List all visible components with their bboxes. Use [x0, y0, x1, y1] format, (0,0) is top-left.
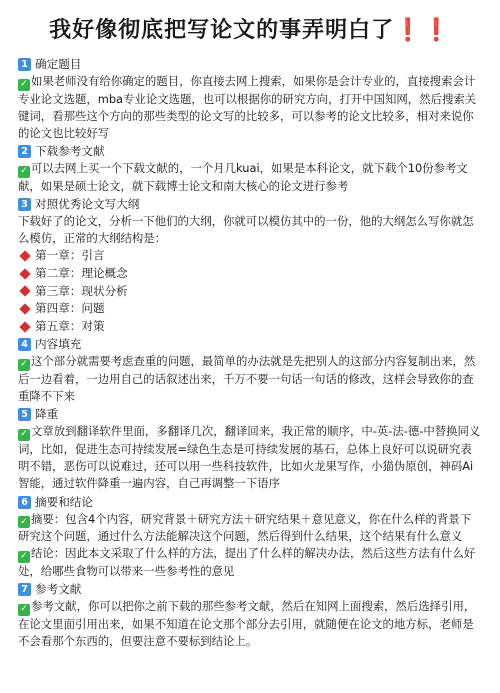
check-mark-icon: ✓ [18, 166, 30, 178]
section-3-intro: 下载好了的论文，分析一下他们的大纲，你就可以模仿其中的一份，他的大纲怎么写你就怎么模仿，正常的大纲结构是： [18, 214, 474, 246]
section-6-title: 摘要和结论 [35, 494, 93, 509]
check-mark-icon: ✓ [18, 359, 30, 371]
section-3-title: 对照优秀论文写大纲 [35, 197, 140, 211]
check-mark-icon: ✓ [18, 429, 30, 441]
outline-item-text: 第一章：引言 [35, 248, 105, 263]
section-6-abstract [18, 511, 482, 546]
number-2-icon: 2 [18, 145, 31, 158]
check-mark-icon: ✓ [18, 79, 30, 91]
section-6-text2: 结论：因此本文采取了什么样的方法，提出了什么样的解决办法，然后这些方法有什么好处，给哪些食物可以带来一些参考性的意见 [18, 546, 476, 578]
section-5-heading [18, 406, 482, 423]
page-title [18, 14, 482, 48]
number-4-icon: 4 [18, 338, 31, 351]
outline-item-text: 第二章：理论概念 [35, 266, 128, 280]
section-5-body [18, 423, 482, 492]
section-5-title: 降重 [35, 407, 59, 422]
number-1-icon: 1 [18, 58, 31, 71]
section-1-title: 确定题目 [35, 57, 82, 71]
section-4-text: 这个部分就需要考虑查重的问题，最简单的办法就是先把别人的这部分内容复制出来，然后一边看着，一边用自己的话叙述出来，千万不要一句话一句话的修改，这样会导致你的查重降不下来 [18, 354, 476, 404]
red-diamond-icon [19, 303, 30, 314]
section-4-body [18, 353, 482, 405]
outline-item-text: 第三章：现状分析 [35, 283, 128, 298]
section-7-title: 参考文献 [35, 582, 82, 597]
section-6-text: 摘要：包含4个内容，研究背景＋研究方法＋研究结果＋意见意义，你在什么样的背景下研究这个问题，通过什么方法能解决这个问题，然后得到什么结果，这个结果有什么意义 [18, 511, 472, 544]
red-diamond-icon [19, 286, 30, 297]
section-2-text: 可以去网上买一个下载文献的，一个月几kuai，如果是本科论文，就下载个10份参考文献，如果是硕士论文，就下载博士论文和南大核心的论文进行参考 [18, 161, 468, 193]
section-5-text: 文章放到翻译软件里面，多翻译几次，翻译回来，我正常的顺序，中-英-法-德-中替换同义词，比如，促进生态可持续发展=绿色生态是可持续发展的基石，总体上良好可以说研究表明不错，恶伤可以说难过，还可以用一些科技软件，比如火龙果写作，小猫伪原创，神码Ai智能，通过软件降重一遍内容，自己再调整一下语序 [18, 424, 481, 491]
red-diamond-icon [19, 268, 30, 279]
section-4-title: 内容填充 [35, 337, 82, 352]
section-7-heading [18, 581, 482, 598]
red-diamond-icon [19, 321, 30, 332]
outline-item [18, 247, 482, 265]
red-diamond-icon [19, 251, 30, 262]
section-7-body [18, 598, 482, 650]
section-3-heading [18, 196, 482, 213]
number-6-icon: 6 [18, 496, 31, 509]
exclamation-marks: ❗❗ [394, 18, 451, 43]
outline-item [18, 318, 482, 336]
section-1-text: 如果老师没有给你确定的题目，你直接去网上搜索，如果你是会计专业的，直接搜索会计专业论文选题，mba专业论文选题，也可以根据你的研究方向，打开中国知网，然后搜索关键词，看那些这个方向的那些类型的论文写的比较多，可以参考的论文比较多，相对来说你的论文也比较好写 [18, 74, 477, 140]
section-7-text: 参考文献，你可以把你之前下载的那些参考文献，然后在知网上面搜索，然后选择引用，在论文里面引用出来，如果不知道在论文那个部分去引用，就随便在论文的地方标，老师是不会看那个东西的，但要注意不要标到结论上。 [18, 599, 476, 648]
number-7-icon: 7 [18, 583, 31, 596]
check-mark-icon: ✓ [18, 604, 30, 616]
title-text: 我好像彻底把写论文的事弄明白了 [49, 18, 395, 43]
section-2-title: 下载参考文献 [35, 144, 105, 159]
section-6-heading [18, 494, 482, 511]
check-mark-icon: ✓ [18, 551, 30, 563]
section-2-heading [18, 143, 482, 160]
outline-item-text: 第五章：对策 [35, 318, 105, 333]
section-4-heading [18, 336, 482, 353]
outline-item-text: 第四章：问题 [35, 301, 105, 316]
outline-item [18, 283, 482, 301]
section-1-heading [18, 56, 482, 73]
number-5-icon: 5 [18, 408, 31, 421]
section-6-conclusion [18, 545, 482, 580]
outline-item [18, 300, 482, 318]
check-mark-icon: ✓ [18, 516, 30, 528]
number-3-icon: 3 [18, 198, 31, 211]
outline-item [18, 265, 482, 283]
section-2-body [18, 160, 482, 195]
section-1-body [18, 73, 482, 142]
